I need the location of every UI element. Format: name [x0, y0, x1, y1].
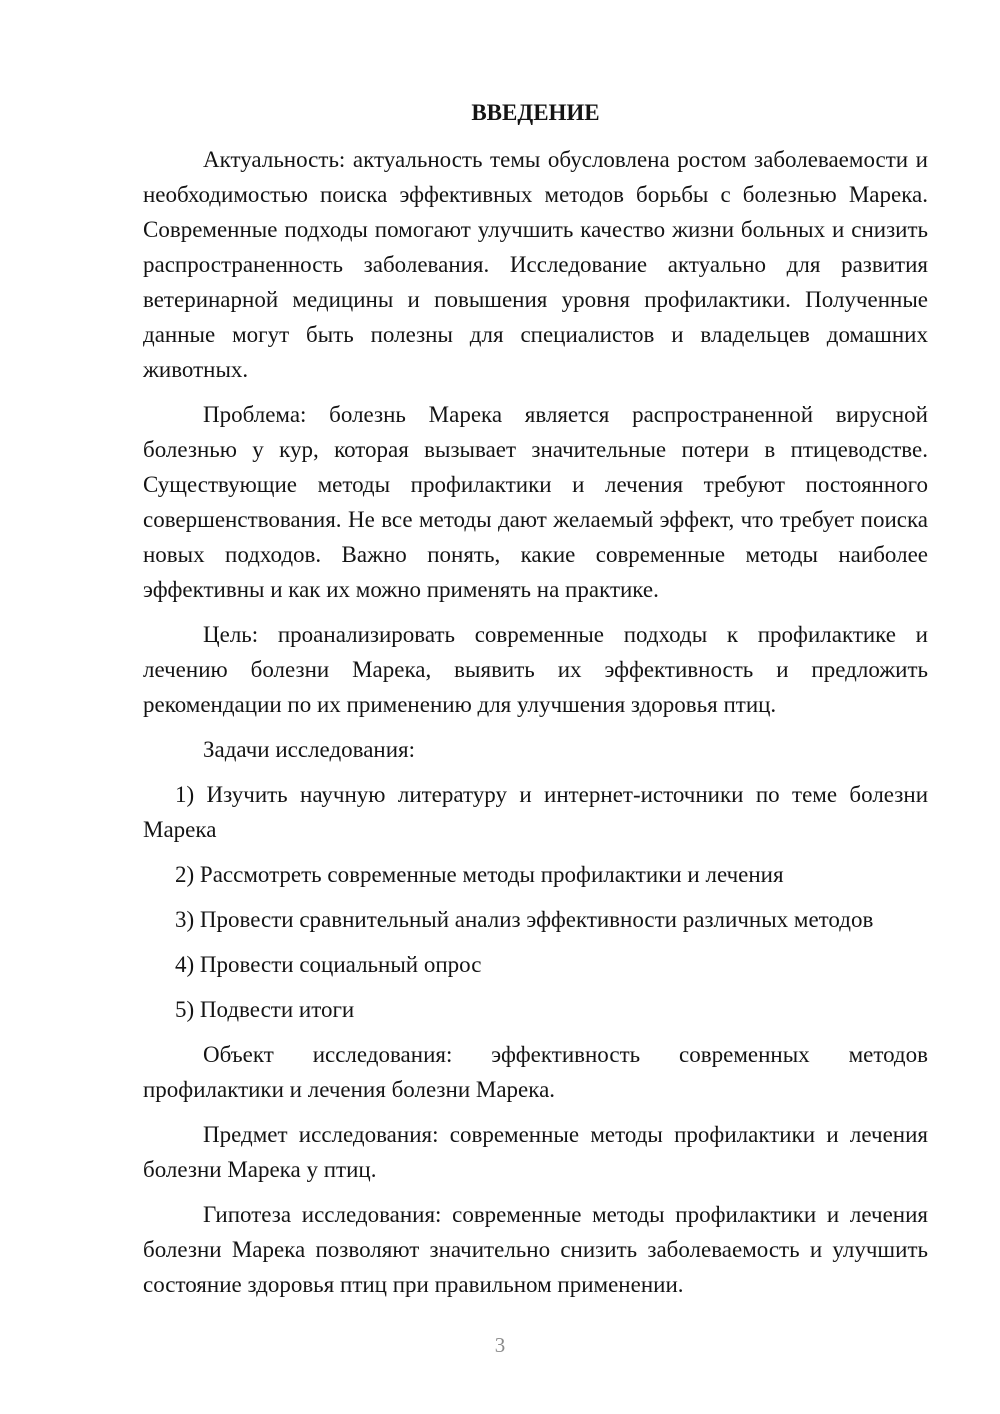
task-item-1: 1) Изучить научную литературу и интернет-источники по теме болезни Марека: [143, 782, 928, 842]
section-heading: ВВЕДЕНИЕ: [471, 100, 600, 125]
hypothesis-paragraph: Гипотеза исследования: современные методы профилактики и лечения болезни Марека позволяют значительно снизить заболеваемость и улучшить состояние здоровья птиц при правильном применении.: [143, 1202, 928, 1297]
object-paragraph: Объект исследования: эффективность современных методов профилактики и лечения болезни Марека.: [143, 1042, 928, 1102]
task-item-4: 4) Провести социальный опрос: [175, 952, 482, 977]
task-item-3: 3) Провести сравнительный анализ эффективности различных методов: [175, 907, 874, 932]
document-page: [143, 95, 928, 1312]
tasks-list: [143, 777, 928, 1027]
relevance-paragraph: Актуальность: актуальность темы обусловлена ростом заболеваемости и необходимостью поиска эффективных методов борьбы с болезнью Марека. Современные подходы помогают улучшить качество жизни больных и снизить распространенность заболевания. Исследование актуально для развития ветеринарной медицины и повышения уровня профилактики. Полученные данные могут быть полезны для специалистов и владельцев домашних животных.: [143, 147, 928, 382]
problem-paragraph: Проблема: болезнь Марека является распространенной вирусной болезнью у кур, которая вызывает значительные потери в птицеводстве. Существующие методы профилактики и лечения требуют постоянного совершенствования. Не все методы дают желаемый эффект, что требует поиска новых подходов. Важно понять, какие современные методы наиболее эффективны и как их можно применять на практике.: [143, 402, 928, 602]
task-item-5: 5) Подвести итоги: [175, 997, 355, 1022]
subject-paragraph: Предмет исследования: современные методы профилактики и лечения болезни Марека у птиц.: [143, 1122, 928, 1182]
goal-paragraph: Цель: проанализировать современные подходы к профилактике и лечению болезни Марека, выявить их эффективность и предложить рекомендации по их применению для улучшения здоровья птиц.: [143, 622, 928, 717]
page-number: 3: [494, 1333, 506, 1357]
tasks-title: Задачи исследования:: [203, 737, 416, 762]
task-item-2: 2) Рассмотреть современные методы профилактики и лечения: [175, 862, 784, 887]
